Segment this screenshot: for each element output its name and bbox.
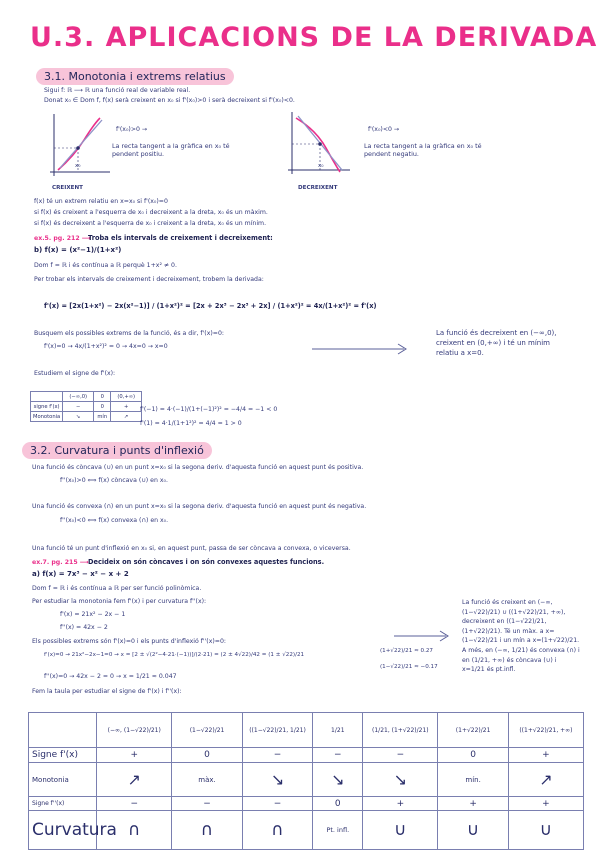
table-cell: ∪ [363,811,438,850]
table-cell: ∩ [172,811,243,850]
increasing-caption: CREIXENT [52,185,83,191]
sign-cell: ↗ [111,412,142,422]
table-cell: ∪ [508,811,583,850]
root-positive: (1+√22)/21 ≈ 0.27 [380,648,433,654]
table-cell: ↘ [363,763,438,797]
table-row-label: Signe f''(x) [29,797,97,811]
exercise-5-domain: Dom f = ℝ i és contínua a ℝ perquè 1+x² ≠ 0. [34,262,177,269]
inflection-definition: Una funció té un punt d'inflexió en x₀ si, en aquest punt, passa de ser còncava a convexa, o viceversa. [32,545,351,552]
intro-line-1: Sigui f: ℝ ⟶ ℝ una funció real de variable real. [44,87,191,94]
arrow-icon [310,343,410,355]
table-cell: + [363,797,438,811]
root-negative: (1−√22)/21 ≈ −0.17 [380,664,438,670]
sign-cell: Monotonia [31,412,63,422]
first-derivative: f'(x) = 21x² − 2x − 1 [60,611,126,618]
exercise-7-domain: Dom f = ℝ i és contínua a ℝ per ser funció polinòmica. [32,585,202,592]
decreasing-condition: f'(x₀)<0 → [368,126,400,133]
sign-head-cell: (0,+∞) [111,392,142,402]
monotonia-conclusion: La funció és decreixent en (−∞,0), creixent en (0,+∞) i té un mínim relatiu a x=0. [436,329,557,357]
table-cell: ∩ [242,811,313,850]
table-head-cell: (1+√22)/21 [438,713,509,748]
extrema-solve: f'(x)=0 → 4x/(1+x²)² = 0 → 4x=0 → x=0 [44,343,168,350]
table-cell: ∩ [97,811,172,850]
sign-cell: signe f'(x) [31,402,63,412]
table-cell: ↘ [313,763,363,797]
arrow-icon [392,630,452,642]
rule-extreme: f(x) té un extrem relatiu en x=x₀ si f'(x₀)=0 [34,198,168,205]
calc-f-1: f'(1) = 4·1/(1+1²)² = 4/4 = 1 > 0 [140,420,242,427]
table-cell: ∪ [438,811,509,850]
sign-table [30,391,142,422]
table-cell: − [242,797,313,811]
sign-head-cell [31,392,63,402]
increasing-condition: f'(x₀)>0 → [116,126,148,133]
table-cell: − [363,748,438,763]
table-head-cell: (−∞, (1−√22)/21) [97,713,172,748]
table-cell: + [508,797,583,811]
table-cell: − [97,797,172,811]
solve-first-derivative: f'(x)=0 → 21x²−2x−1=0 → x = [2 ± √(2²−4·21·(−1))]/(2·21) = (2 ± 4√22)/42 = (1 ± √22)/21 [44,652,305,658]
rule-max: si f(x) és creixent a l'esquerra de x₀ i decreixent a la dreta, x₀ és un màxim. [34,209,268,216]
sign-cell: 0 [94,402,111,412]
table-cell: mín. [438,763,509,797]
second-derivative: f''(x) = 42x − 2 [60,624,108,631]
table-cell: + [97,748,172,763]
sign-cell: mín [94,412,111,422]
table-cell: − [242,748,313,763]
exercise-7-text: Decideix on són còncaves i on són convexes aquestes funcions. [88,558,325,566]
decreasing-caption: DECREIXENT [298,185,338,191]
exercise-7-study: Per estudiar la monotonia fem f'(x) i per curvatura f''(x): [32,598,207,605]
table-cell: ↗ [97,763,172,797]
exercise-5-ref: ex.5. pg. 212 ⟶ [34,235,91,242]
table-head-cell: (1−√22)/21 [172,713,243,748]
exercise-7-ref: ex.7. pg. 215 ⟶ [32,559,89,566]
exercise-7-function: a) f(x) = 7x³ − x² − x + 2 [32,570,129,578]
concave-definition: Una funció és còncava (∪) en un punt x=x₀ si la segona deriv. d'aquesta funció en aquest punt és positiva. [32,464,364,471]
x0-label-left: x₀ [75,163,81,169]
sign-cell: + [111,402,142,412]
table-cell: 0 [313,797,363,811]
rule-min: si f(x) és decreixent a l'esquerra de x₀ i creixent a la dreta, x₀ és un mínim. [34,220,267,227]
x0-label-right: x₀ [318,163,324,169]
sign-study-intro: Estudiem el signe de f'(x): [34,370,116,377]
increasing-graph [40,110,112,182]
table-row-label: Signe f'(x) [29,748,97,763]
section-heading-monotonia: 3.1. Monotonia i extrems relatius [36,68,234,85]
section-heading-curvatura: 3.2. Curvatura i punts d'inflexió [22,442,212,459]
table-cell: + [438,797,509,811]
table-cell: 0 [172,748,243,763]
table-cell: − [172,797,243,811]
convex-rule: f''(x₀)<0 ⟺ f(x) convexa (∩) en x₀. [60,517,169,524]
increasing-note: La recta tangent a la gràfica en x₀ té pendent positiu. [112,142,230,158]
curvature-conclusion: La funció és creixent en (−∞, (1−√22)/21) ∪ ((1+√22)/21, +∞), decreixent en ((1−√22)/21, (1+√22)/21). Té un màx. a x=(1−√22)/21 i un mín a x=(1+√22)/21. A més, en (−∞, 1/21) és convexa (∩) i en (1/21, +∞) és còncava (∪) i x=1/21 és pt.infl. [462,599,580,674]
solve-second-derivative: f''(x)=0 → 42x − 2 = 0 → x = 1/21 ≈ 0.047 [44,673,177,680]
derivative-expression: f'(x) = [2x(1+x²) − 2x(x²−1)] / (1+x²)² = [2x + 2x³ − 2x³ + 2x] / (1+x²)² = 4x/(1+x²)² = f'(x) [44,302,377,310]
table-cell: 0 [438,748,509,763]
table-row-label: Monotonia [29,763,97,797]
intro-line-2: Donat x₀ ∈ Dom f, f(x) serà creixent en x₀ si f'(x₀)>0 i serà decreixent si f'(x₀)<0. [44,97,295,104]
extrema-inflection-intro: Els possibles extrems són f'(x)=0 i els punts d'inflexió f''(x)=0: [32,638,226,645]
table-intro: Fem la taula per estudiar el signe de f'(x) i f''(x): [32,688,182,695]
study-table [28,712,584,850]
extrema-search: Busquem els possibles extrems de la funció, és a dir, f'(x)=0: [34,330,224,337]
table-cell: − [313,748,363,763]
exercise-5-intro: Per trobar els intervals de creixement i decreixement, trobem la derivada: [34,276,264,283]
sign-cell: ↘ [63,412,94,422]
table-head-cell: ((1−√22)/21, 1/21) [242,713,313,748]
convex-definition: Una funció és convexa (∩) en un punt x=x₀ si la segona deriv. d'aquesta funció en aquest punt és negativa. [32,503,367,510]
sign-head-cell: 0 [94,392,111,402]
table-head-cell [29,713,97,748]
page-title: U.3. APLICACIONS DE LA DERIVADA [30,22,598,53]
table-head-cell: (1/21, (1+√22)/21) [363,713,438,748]
exercise-5-function: b) f(x) = (x²−1)/(1+x²) [34,246,122,254]
table-cell: ↘ [242,763,313,797]
concave-rule: f''(x₀)>0 ⟺ f(x) còncava (∪) en x₀. [60,477,168,484]
exercise-5-text: Troba els intervals de creixement i decreixement: [88,234,273,242]
table-row-label: Curvatura [29,811,97,850]
calc-f-minus-1: f'(−1) = 4·(−1)/(1+(−1)²)² = −4/4 = −1 < 0 [140,406,278,413]
table-cell: + [508,748,583,763]
table-cell: ↗ [508,763,583,797]
table-head-cell: ((1+√22)/21, +∞) [508,713,583,748]
table-cell: màx. [172,763,243,797]
decreasing-note: La recta tangent a la gràfica en x₀ té pendent negatiu. [364,142,482,158]
sign-head-cell: (−∞,0) [63,392,94,402]
table-cell: Pt. infl. [313,811,363,850]
sign-cell: − [63,402,94,412]
table-head-cell: 1/21 [313,713,363,748]
